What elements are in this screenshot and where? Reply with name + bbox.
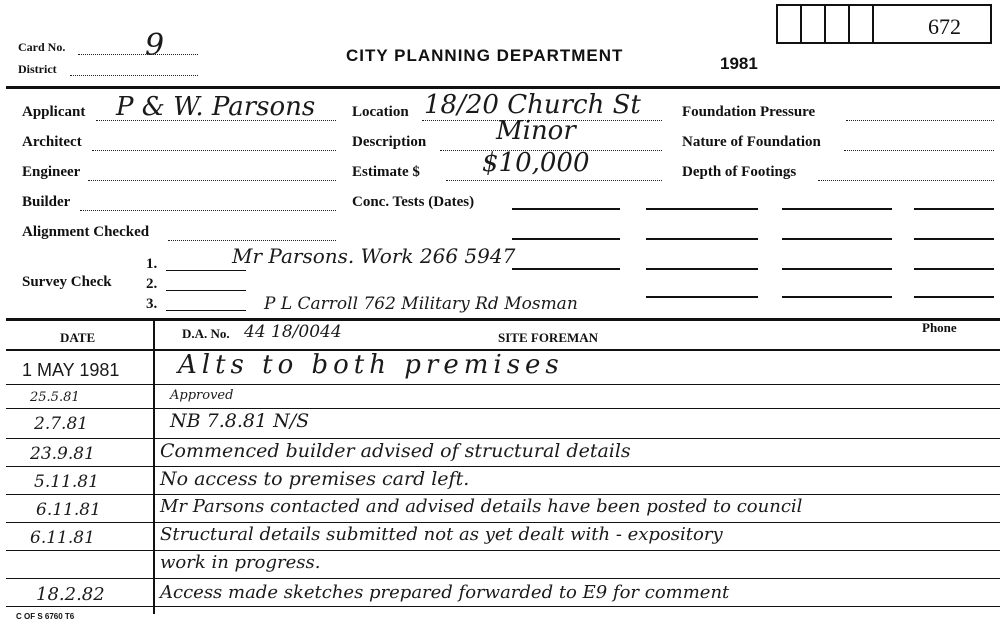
site-foreman-header: SITE FOREMAN	[498, 330, 599, 345]
page-title: CITY PLANNING DEPARTMENT	[346, 46, 624, 65]
estimate-line	[446, 180, 662, 181]
depth-footings-line	[818, 180, 994, 181]
conc-dash	[914, 268, 994, 270]
district-line	[70, 75, 198, 76]
file-number-cell	[824, 4, 850, 44]
conc-dash	[782, 268, 892, 270]
file-number: 672	[928, 14, 961, 39]
nature-foundation-label: Nature of Foundation	[682, 134, 821, 150]
conc-dash	[782, 208, 892, 210]
log-text: Approved	[170, 388, 234, 403]
log-text: No access to premises card left.	[160, 468, 470, 490]
description-value: Minor	[496, 116, 576, 146]
engineer-line	[88, 180, 336, 181]
card-no-label: Card No.	[18, 40, 66, 54]
file-number-cell	[848, 4, 874, 44]
nature-foundation-line	[844, 150, 994, 151]
survey-num-2: 2.	[146, 276, 158, 292]
da-value: 44 18/0044	[244, 322, 342, 342]
log-date: 6.11.81	[30, 528, 95, 548]
survey-num-1: 1.	[146, 256, 158, 272]
log-date: 1 MAY 1981	[22, 360, 120, 380]
row-rule	[6, 578, 1000, 579]
log-date: 5.11.81	[34, 472, 99, 492]
row-rule	[6, 522, 1000, 523]
log-text: Structural details submitted not as yet dealt with - expository	[160, 524, 723, 545]
log-date: 23.9.81	[30, 444, 95, 464]
location-value: 18/20 Church St	[424, 90, 641, 120]
conc-dash	[512, 268, 620, 270]
builder-line	[80, 210, 336, 211]
row-rule	[6, 438, 1000, 439]
form-code: C OF S 6760 T6	[16, 612, 75, 621]
log-top-rule	[6, 318, 1000, 321]
conc-dash	[914, 296, 994, 298]
log-date: 25.5.81	[30, 390, 80, 405]
conc-dash	[646, 238, 758, 240]
estimate-value: $10,000	[482, 148, 590, 178]
alignment-label: Alignment Checked	[22, 224, 150, 240]
foundation-pressure-label: Foundation Pressure	[682, 104, 816, 120]
engineer-label: Engineer	[22, 164, 81, 180]
da-label: D.A. No.	[182, 326, 230, 341]
conc-dash	[646, 208, 758, 210]
estimate-label: Estimate $	[352, 164, 420, 180]
file-number-cell	[800, 4, 826, 44]
survey-line-3	[166, 310, 246, 311]
architect-label: Architect	[22, 134, 82, 150]
log-date: 18.2.82	[36, 584, 105, 605]
survey-line-1	[166, 270, 246, 271]
survey-note-3: P L Carroll 762 Military Rd Mosman	[264, 294, 578, 314]
log-text: Access made sketches prepared forwarded to E9 for comment	[160, 582, 730, 603]
applicant-label: Applicant	[22, 104, 86, 120]
architect-line	[92, 150, 336, 151]
log-text: Commenced builder advised of structural details	[160, 440, 631, 462]
conc-dash	[914, 238, 994, 240]
description-label: Description	[352, 134, 427, 150]
date-header: DATE	[60, 330, 96, 345]
file-number-cell	[776, 4, 802, 44]
card-no-line	[78, 54, 198, 55]
conc-dash	[512, 208, 620, 210]
log-text: NB 7.8.81 N/S	[170, 410, 310, 432]
row-rule	[6, 384, 1000, 385]
builder-label: Builder	[22, 194, 71, 210]
survey-num-3: 3.	[146, 296, 158, 312]
log-date: 2.7.81	[34, 414, 89, 434]
year: 1981	[720, 54, 758, 73]
row-rule	[6, 606, 1000, 607]
conc-dash	[512, 238, 620, 240]
conc-dash	[914, 208, 994, 210]
district-label: District	[18, 62, 57, 76]
conc-dash	[782, 296, 892, 298]
conc-dash	[646, 296, 758, 298]
phone-header: Phone	[922, 320, 957, 335]
alignment-line	[168, 240, 336, 241]
location-label: Location	[352, 104, 409, 120]
row-rule	[6, 408, 1000, 409]
log-date: 6.11.81	[36, 500, 101, 520]
log-text: Alts to both premises	[178, 350, 564, 380]
conc-dash	[782, 238, 892, 240]
survey-line-2	[166, 290, 246, 291]
foundation-pressure-line	[846, 120, 994, 121]
card-no-value: 9	[145, 28, 165, 63]
row-rule	[6, 466, 1000, 467]
applicant-value: P & W. Parsons	[116, 92, 316, 122]
log-text: work in progress.	[160, 552, 321, 573]
conc-tests-label: Conc. Tests (Dates)	[352, 194, 475, 210]
survey-note-1: Mr Parsons. Work 266 5947	[232, 244, 516, 268]
depth-footings-label: Depth of Footings	[682, 164, 797, 180]
row-rule	[6, 494, 1000, 495]
row-rule	[6, 550, 1000, 551]
log-text: Mr Parsons contacted and advised details have been posted to council	[160, 496, 803, 517]
survey-label: Survey Check	[22, 274, 112, 290]
conc-dash	[646, 268, 758, 270]
top-rule	[6, 86, 1000, 89]
